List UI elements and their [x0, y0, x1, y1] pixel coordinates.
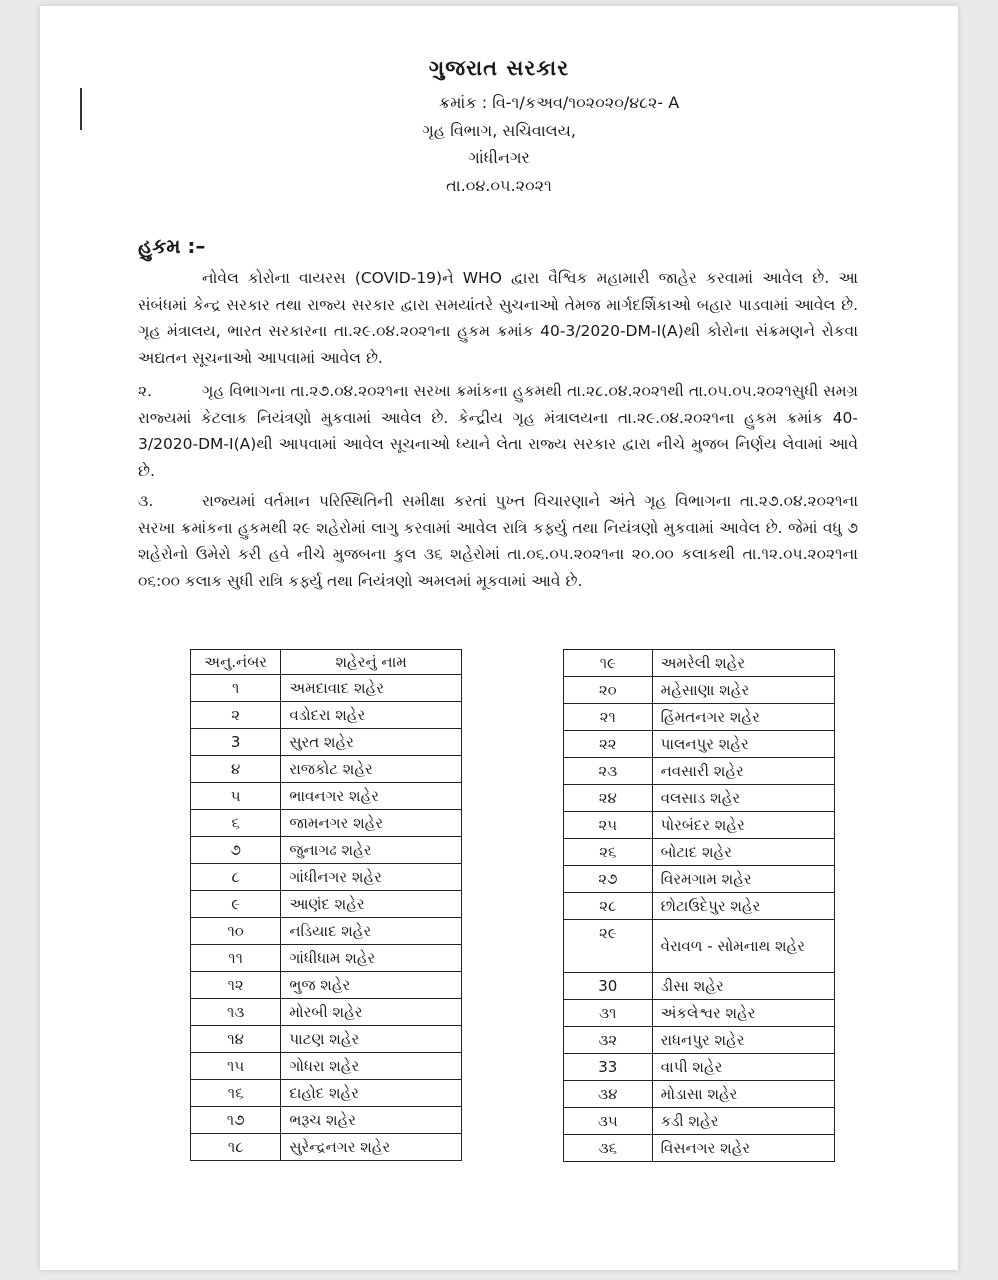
serial-number-cell: ૪ — [191, 756, 281, 783]
city-name-cell: સુરત શહેર — [281, 729, 462, 756]
serial-number-cell: ૧૮ — [191, 1134, 281, 1161]
table-row — [191, 1053, 462, 1080]
table-row — [564, 1027, 835, 1054]
serial-number-cell: ૨૮ — [564, 893, 653, 920]
serial-number-cell: ૨૬ — [564, 839, 653, 866]
cities-table-right-body — [564, 650, 835, 1162]
table-header-row — [191, 650, 462, 675]
serial-number-cell: ૧૬ — [191, 1080, 281, 1107]
city-name-cell: સુરેન્દ્રનગર શહેર — [281, 1134, 462, 1161]
table-row — [564, 1081, 835, 1108]
city-name-cell: પોરબંદર શહેર — [652, 812, 834, 839]
serial-number-cell: ૧૦ — [191, 918, 281, 945]
table-row — [191, 864, 462, 891]
city-name-cell: વેરાવળ - સોમનાથ શહેર — [652, 920, 834, 973]
paragraph-2 — [138, 378, 858, 484]
paragraph-2-number: ૨. — [138, 382, 153, 400]
serial-number-cell: ૨૪ — [564, 785, 653, 812]
serial-number-cell: ૩૬ — [564, 1135, 653, 1162]
table-row — [564, 839, 835, 866]
paragraph-1: નોવેલ કોરોના વાયરસ (COVID-19)ને WHO દ્વારા વૈશ્વિક મહામારી જાહેર કરવામાં આવેલ છે. આ સંબંધમાં કેન્દ્ર સરકાર તથા રાજ્ય સરકાર દ્વારા સમયાંતરે સુચનાઓ તેમજ માર્ગદર્શિકાઓ બહાર પાડવામાં આવેલ છે. ગૃહ મંત્રાલય, ભારત સરકારના તા.૨૯.૦૪.૨૦૨૧ના હુકમ ક્રમાંક 40-3/2020-DM-I(A)થી કોરોના સંક્રમણને રોકવા અદ્યતન સૂચનાઓ આપવામાં આવેલ છે. — [138, 269, 858, 367]
serial-number-cell: ૨૧ — [564, 704, 653, 731]
serial-number-cell: ૧૨ — [191, 972, 281, 999]
serial-number-cell: 3 — [191, 729, 281, 756]
table-row — [564, 812, 835, 839]
table-row — [191, 729, 462, 756]
city-name-cell: અમદાવાદ શહેર — [281, 675, 462, 702]
serial-number-cell: ૧૩ — [191, 999, 281, 1026]
city-name-cell: કડી શહેર — [652, 1108, 834, 1135]
serial-number-cell: ૯ — [191, 891, 281, 918]
city-name-cell: રાજકોટ શહેર — [281, 756, 462, 783]
serial-number-cell: ૩૪ — [564, 1081, 653, 1108]
table-row — [564, 1000, 835, 1027]
table-row — [191, 1026, 462, 1053]
serial-number-cell: 33 — [564, 1054, 653, 1081]
serial-number-cell: ૭ — [191, 837, 281, 864]
serial-number-cell: ૨૦ — [564, 677, 653, 704]
city-name-cell: ગોધરા શહેર — [281, 1053, 462, 1080]
city-name-cell: નડિયાદ શહેર — [281, 918, 462, 945]
column-header-number: અનુ.નંબર — [191, 650, 281, 675]
serial-number-cell: ૧૪ — [191, 1026, 281, 1053]
serial-number-cell: ૨૯ — [564, 920, 653, 973]
city-name-cell: ભરૂચ શહેર — [281, 1107, 462, 1134]
city-name-cell: નવસારી શહેર — [652, 758, 834, 785]
city-name-cell: ગાંધીનગર શહેર — [281, 864, 462, 891]
cities-table-left-body — [191, 675, 462, 1161]
cities-table-left — [190, 649, 462, 1161]
serial-number-cell: ૧૯ — [564, 650, 653, 677]
city-name-cell: ભુજ શહેર — [281, 972, 462, 999]
serial-number-cell: ૧૭ — [191, 1107, 281, 1134]
serial-number-cell: ૮ — [191, 864, 281, 891]
paragraph-3-number: ૩. — [138, 492, 154, 510]
serial-number-cell: ૩૧ — [564, 1000, 653, 1027]
table-row — [564, 973, 835, 1000]
table-row — [564, 920, 835, 973]
city-name-cell: પાલનપુર શહેર — [652, 731, 834, 758]
city-name-cell: ડીસા શહેર — [652, 973, 834, 1000]
table-row — [564, 866, 835, 893]
city-name-cell: ભાવનગર શહેર — [281, 783, 462, 810]
city-name-cell: છોટાઉદેપુર શહેર — [652, 893, 834, 920]
table-row — [191, 972, 462, 999]
table-row — [191, 918, 462, 945]
table-row — [191, 1134, 462, 1161]
paragraph-3 — [138, 488, 858, 594]
city-name-cell: મહેસાણા શહેર — [652, 677, 834, 704]
table-row — [564, 1054, 835, 1081]
order-date: તા.૦૪.૦૫.૨૦૨૧ — [446, 176, 552, 195]
serial-number-cell: ૫ — [191, 783, 281, 810]
table-row — [191, 756, 462, 783]
city-name-cell: જામનગર શહેર — [281, 810, 462, 837]
table-row — [191, 783, 462, 810]
table-row — [191, 702, 462, 729]
city-name-cell: વડોદરા શહેર — [281, 702, 462, 729]
city-name-cell: ગાંધીધામ શહેર — [281, 945, 462, 972]
serial-number-cell: ૧૧ — [191, 945, 281, 972]
table-row — [564, 731, 835, 758]
serial-number-cell: 30 — [564, 973, 653, 1000]
table-row — [191, 675, 462, 702]
serial-number-cell: ૨૭ — [564, 866, 653, 893]
serial-number-cell: ૬ — [191, 810, 281, 837]
city-name-cell: અંકલેશ્વર શહેર — [652, 1000, 834, 1027]
city-name-cell: વાપી શહેર — [652, 1054, 834, 1081]
city-name-cell: અમરેલી શહેર — [652, 650, 834, 677]
table-row — [191, 945, 462, 972]
table-row — [564, 1108, 835, 1135]
serial-number-cell: ૨૨ — [564, 731, 653, 758]
paragraph-2-text: ગૃહ વિભાગના તા.૨૭.૦૪.૨૦૨૧ના સરખા ક્રમાંકના હુકમથી તા.૨૮.૦૪.૨૦૨૧થી તા.૦૫.૦૫.૨૦૨૧સુધી સમગ્ર રાજ્યમાં કેટલાક નિયંત્રણો મુકવામાં આવેલ છે. કેન્દ્રીય ગૃહ મંત્રાલયના તા.૨૯.૦૪.૨૦૨૧ના હુકમ ક્રમાંક 40-3/2020-DM-I(A)થી આપવામાં આવેલ સૂચનાઓ ધ્યાને લેતા રાજ્ય સરકાર દ્વારા નીચે મુજબ નિર્ણય લેવામાં આવે છે. — [138, 382, 858, 480]
column-header-city: શહેરનું નામ — [281, 650, 462, 675]
city-name-cell: આણંદ શહેર — [281, 891, 462, 918]
table-row — [191, 1080, 462, 1107]
table-row — [191, 837, 462, 864]
table-row — [191, 1107, 462, 1134]
serial-number-cell: ૧૫ — [191, 1053, 281, 1080]
city-name-cell: મોડાસા શહેર — [652, 1081, 834, 1108]
city-name-cell: દાહોદ શહેર — [281, 1080, 462, 1107]
cities-table-right — [563, 649, 835, 1162]
table-row — [564, 677, 835, 704]
table-row — [564, 785, 835, 812]
city-name-cell: વલસાડ શહેર — [652, 785, 834, 812]
serial-number-cell: ૩૫ — [564, 1108, 653, 1135]
city-name-cell: જુનાગઢ શહેર — [281, 837, 462, 864]
city-name-cell: હિંમતનગર શહેર — [652, 704, 834, 731]
city-name-cell: રાધનપુર શહેર — [652, 1027, 834, 1054]
paragraph-3-text: રાજ્યમાં વર્તમાન પરિસ્થિતિની સમીક્ષા કરતાં પુખ્ત વિચારણાને અંતે ગૃહ વિભાગના તા.૨૭.૦૪.૨૦૨૧ના સરખા ક્રમાંકના હુકમથી ૨૯ શહેરોમાં લાગુ કરવામાં આવેલ રાત્રિ કર્ફ્યુ તથા નિયંત્રણો મુકવામાં આવેલ છે. જેમાં વધુ ૭ શહેરોનો ઉમેરો કરી હવે નીચે મુજબના કુલ ૩૬ શહેરોમાં તા.૦૬.૦૫.૨૦૨૧ના ૨૦.૦૦ કલાકથી તા.૧૨.૦૫.૨૦૨૧ના ૦૬:૦૦ કલાક સુધી રાત્રિ કર્ફ્યુ તથા નિયંત્રણો અમલમાં મૂકવામાં આવે છે. — [138, 492, 858, 590]
serial-number-cell: ૩૨ — [564, 1027, 653, 1054]
table-row — [564, 704, 835, 731]
serial-number-cell: ૨૩ — [564, 758, 653, 785]
reference-number: ક્રમાંક : વિ-૧/કઅવ/૧૦૨૦૨૦/૪૮૨- A — [438, 93, 680, 112]
city-name-cell: બોટાદ શહેર — [652, 839, 834, 866]
serial-number-cell: ૧ — [191, 675, 281, 702]
table-row — [564, 650, 835, 677]
serial-number-cell: ૨૫ — [564, 812, 653, 839]
department-line: ગૃહ વિભાગ, સચિવાલય, — [422, 121, 576, 140]
city-name-cell: વિસનગર શહેર — [652, 1135, 834, 1162]
table-row — [564, 893, 835, 920]
city-name-cell: વિરમગામ શહેર — [652, 866, 834, 893]
serial-number-cell: ૨ — [191, 702, 281, 729]
order-heading: હુકમ :– — [138, 234, 206, 258]
city-line: ગાંધીનગર — [468, 148, 530, 167]
table-row — [191, 999, 462, 1026]
table-row — [564, 1135, 835, 1162]
city-name-cell: પાટણ શહેર — [281, 1026, 462, 1053]
table-row — [191, 891, 462, 918]
table-row — [191, 810, 462, 837]
table-row — [564, 758, 835, 785]
government-title: ગુજરાત સરકાર — [428, 56, 570, 80]
city-name-cell: મોરબી શહેર — [281, 999, 462, 1026]
